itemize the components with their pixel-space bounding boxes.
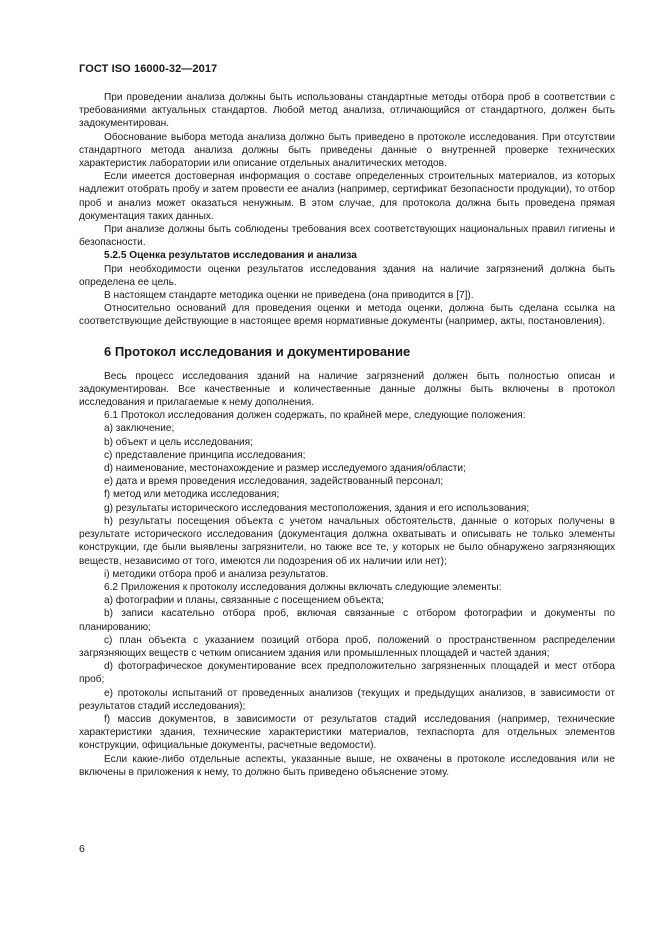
paragraph: Если какие-либо отдельные аспекты, указанные выше, не охвачены в протоколе исследования или не включены в приложения к нему, то должно быть приведено объяснение этому. — [79, 753, 615, 778]
paragraph: Относительно оснований для проведения оценки и метода оценки, должна быть сделана ссылка на соответствующие действующие в настоящее время нормативные документы (например, акты, постановления). — [79, 303, 615, 328]
section-heading: 6 Протокол исследования и документирование — [104, 343, 411, 359]
list-item: b) записи касательно отбора проб, включая связанные с отбором фотографии и документы по планированию; — [79, 608, 615, 633]
list-item: f) массив документов, в зависимости от результатов стадий исследования (например, технические характеристики здания, технические характеристики материалов, техпаспорта для отдельных элементов конструкции, официальные документы, расчетные ведомости). — [79, 713, 615, 752]
clause-lead: 6.1 Протокол исследования должен содержать, по крайней мере, следующие положения: — [104, 410, 526, 422]
document-body — [79, 91, 615, 779]
list-item: e) дата и время проведения исследования, задействованный персонал; — [104, 476, 444, 488]
list-item: e) протоколы испытаний от проведенных анализов (текущих и предыдущих анализов, в зависимости от результатов стадий исследования); — [79, 687, 615, 712]
paragraph: Обоснование выбора метода анализа должно быть приведено в протоколе исследования. При отсутствии стандартного метода анализа должны быть приведены данные о внутренней проверке технических характеристик лаборатории или описание отдельных аналитических методов. — [79, 131, 615, 170]
standard-header: ГОСТ ISO 16000-32—2017 — [79, 63, 218, 75]
paragraph: При анализе должны быть соблюдены требования всех соответствующих национальных правил гигиены и безопасности. — [79, 224, 615, 249]
list-item: a) заключение; — [104, 423, 175, 435]
list-item: c) план объекта с указанием позиций отбора проб, положений о пространственном распределении загрязняющих веществ с четким описанием здания или промышленных площадей и частей здания; — [79, 634, 615, 659]
page-number: 6 — [79, 843, 85, 855]
paragraph: Весь процесс исследования зданий на наличие загрязнений должен быть полностью описан и задокументирован. Все качественные и количественные данные должны быть включены в протокол исследования и прилагаемые к нему дополнения. — [79, 370, 615, 409]
list-item: d) наименование, местонахождение и размер исследуемого здания/области; — [104, 463, 466, 475]
subsection-heading: 5.2.5 Оценка результатов исследования и анализа — [104, 250, 357, 262]
paragraph: При проведении анализа должны быть использованы стандартные методы отбора проб в соответствии с требованиями актуальных стандартов. Любой метод анализа, отличающийся от стандартного, должен быть задокументирован. — [79, 92, 615, 130]
list-item: a) фотографии и планы, связанные с посещением объекта; — [104, 595, 384, 607]
list-item: g) результаты исторического исследования местоположения, здания и его использования; — [104, 502, 530, 514]
clause-lead: 6.2 Приложения к протоколу исследования должны включать следующие элементы: — [104, 581, 502, 593]
list-item: i) методики отбора проб и анализа результатов. — [104, 568, 329, 580]
list-item: c) представление принципа исследования; — [104, 449, 306, 461]
paragraph: Если имеется достоверная информация о составе определенных строительных материалов, из которых надлежит отобрать пробу и затем провести ее анализ (например, сертификат безопасности продукции), то отбор проб и анализ может оказаться ненужным. В этом случае, для протокола должна быть проведена прямая документация таких данных. — [79, 171, 615, 222]
paragraph: При необходимости оценки результатов исследования здания на наличие загрязнений должна быть определена ее цель. — [79, 263, 615, 288]
paragraph: В настоящем стандарте методика оценки не приведена (она приводится в [7]). — [104, 290, 474, 302]
list-item: f) метод или методика исследования; — [104, 489, 280, 501]
list-item: b) объект и цель исследования; — [104, 436, 253, 448]
list-item: h) результаты посещения объекта с учетом начальных обстоятельств, данные о которых получены в результате исторического исследования (документация должна охватывать и описывать не только элементы конструкции, где были выявлены загрязнители, но также все те, у которых не было обнаружено загрязняющих веществ, независимо от того, имеются ли подозрения об их наличии или нет); — [79, 515, 615, 567]
list-item: d) фотографическое документирование всех предположительно загрязненных площадей и мест отбора проб; — [79, 661, 615, 686]
